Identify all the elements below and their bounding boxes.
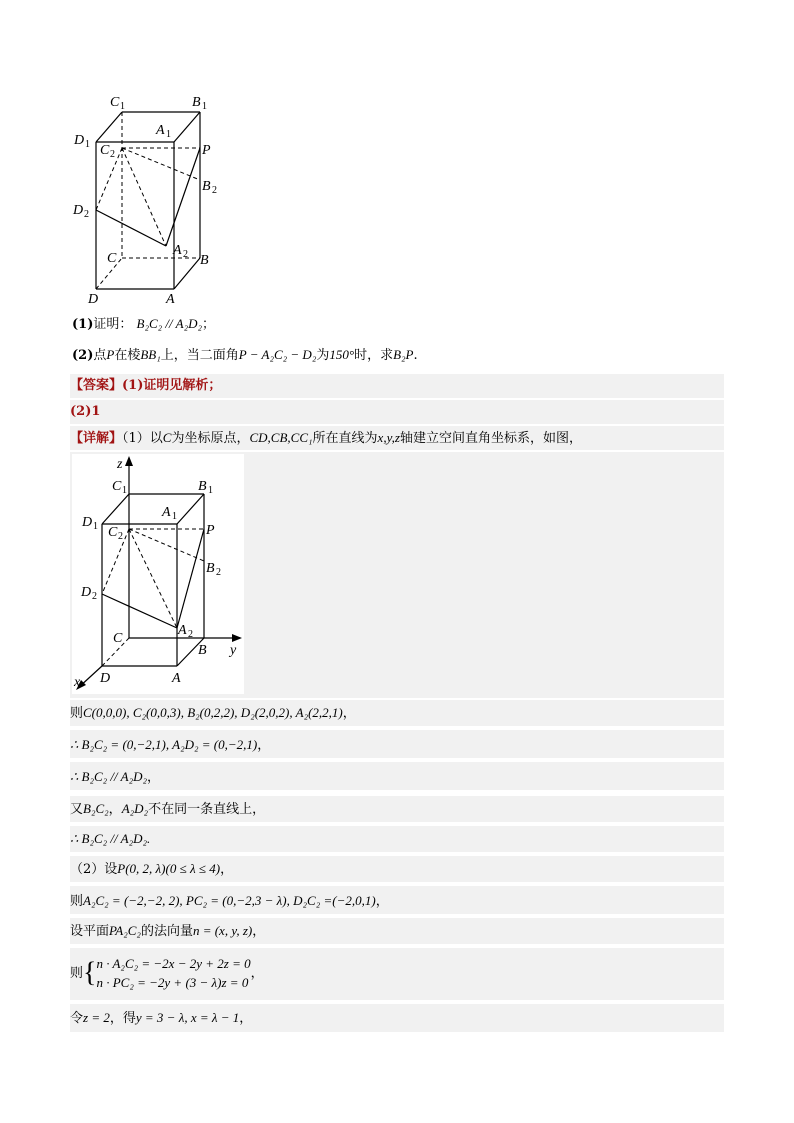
svg-text:1: 1 [202,101,207,112]
detail-tag: 【详解】 [70,431,123,446]
solution-line-1: 则C(0,0,0), C₂(0,0,3), B₂(0,2,2), D₂(2,0,2), A₂(2,2,1)， [70,700,724,726]
label-b1: B [192,95,201,110]
label-d2: D [81,585,92,600]
q1-math: B₂C₂ // A₂D₂ [136,316,203,331]
solution-line-8: 设平面PA₂C₂的法向量n = (x, y, z)， [70,918,724,944]
solution-line-6: （2）设P(0, 2, λ)(0 ≤ λ ≤ 4)， [70,856,724,882]
coordinate-figure [72,454,244,694]
svg-text:2: 2 [188,629,193,640]
label-c1: C [110,95,120,110]
label-a: A [166,292,175,307]
label-a2: A [178,623,187,638]
label-b: B [198,643,207,658]
label-d1: D [74,133,85,148]
label-c1: C [112,479,122,494]
label-b2: B [206,561,215,576]
label-b1: B [198,479,207,494]
system-brace: { [83,957,97,989]
solution-line-4: 又B₂C₂，A₂D₂不在同一条直线上， [70,796,724,822]
svg-text:1: 1 [166,129,171,140]
svg-text:1: 1 [208,485,213,496]
solution-line-3: ∴ B₂C₂ // A₂D₂， [70,762,724,790]
svg-text:1: 1 [120,101,125,112]
label-b: B [200,253,209,268]
svg-text:2: 2 [216,567,221,578]
label-p: P [202,143,211,158]
svg-text:1: 1 [172,511,177,522]
label-a2: A [173,243,182,258]
label-d2: D [73,203,84,218]
svg-text:1: 1 [93,521,98,532]
answer-line-1: 【答案】(1)证明见解析； [70,374,724,398]
svg-text:2: 2 [183,249,188,260]
question-1: (1)证明： B₂C₂ // A₂D₂； [72,316,216,332]
coordinate-diagram [72,454,244,694]
svg-text:2: 2 [84,209,89,220]
solution-line-9: 则{n · A₂C₂ = −2x − 2y + 2z = 0 n · PC₂ = −2y + (3 − λ)z = 0， [70,948,724,1000]
solution-line-7: 则A₂C₂ = (−2,−2, 2), PC₂ = (0,−2,3 − λ), D₂C₂ =(−2,0,1)， [70,886,724,914]
answer-tag: 【答案】 [70,378,123,393]
svg-text:1: 1 [122,485,127,496]
label-a1: A [156,123,165,138]
svg-text:2: 2 [92,591,97,602]
svg-text:1: 1 [85,139,90,150]
axis-z-label: z [117,457,123,472]
label-c2: C [100,143,110,158]
svg-text:2: 2 [212,185,217,196]
label-c: C [113,631,123,646]
axis-y-label: y [230,643,237,658]
label-p: P [206,523,215,538]
axis-x-label: x [74,675,81,690]
svg-text:2: 2 [110,149,115,160]
label-a: A [172,671,181,686]
label-b2: B [202,179,211,194]
detail-intro: 【详解】（1）以C为坐标原点，CD,CB,CC₁所在直线为x,y,z轴建立空间直角坐标系，如图， [70,426,724,450]
solution-line-2: ∴ B₂C₂ = (0,−2,1), A₂D₂ = (0,−2,1)， [70,730,724,758]
prism-diagram [70,90,230,310]
question-2: (2)点P在棱BB₁上，当二面角P − A₂C₂ − D₂为150°时，求B₂P. [72,347,418,363]
svg-text:2: 2 [118,531,123,542]
label-c2: C [108,525,118,540]
prism-figure [70,90,230,310]
solution-line-10: 令z = 2，得y = 3 − λ, x = λ − 1， [70,1004,724,1032]
label-d: D [100,671,111,686]
label-d1: D [82,515,93,530]
label-a1: A [162,505,171,520]
label-d: D [88,292,99,307]
equation-system: n · A₂C₂ = −2x − 2y + 2z = 0 n · PC₂ = −2y + (3 − λ)z = 0 [96,955,251,990]
label-c: C [107,251,117,266]
solution-line-5: ∴ B₂C₂ // A₂D₂. [70,826,724,852]
answer-line-2: (2)1 [70,400,724,424]
